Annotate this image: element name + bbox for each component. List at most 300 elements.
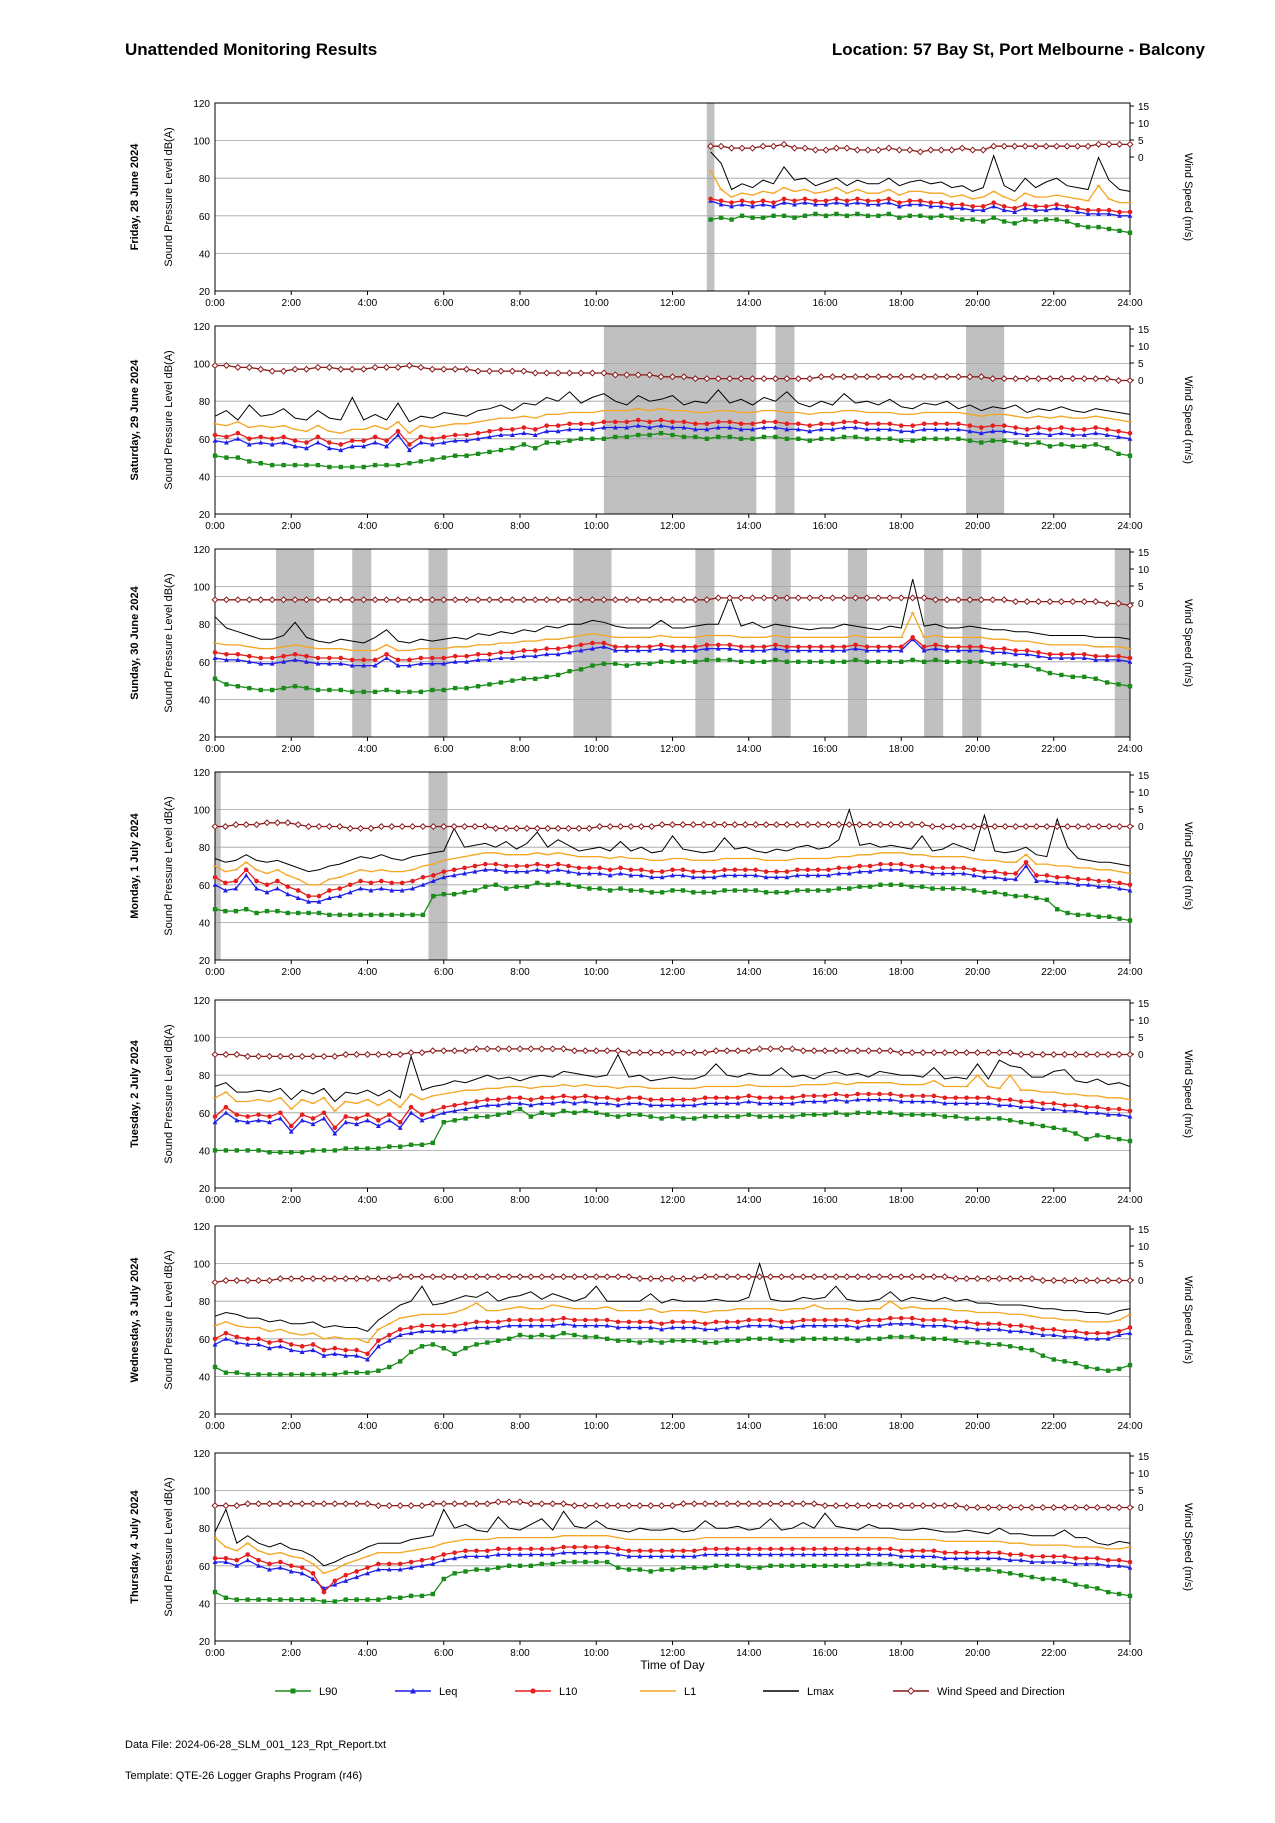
data-point <box>327 824 333 830</box>
data-point <box>899 1548 904 1553</box>
data-point <box>899 1112 903 1116</box>
data-point <box>785 890 789 894</box>
data-point <box>866 1337 870 1341</box>
y2-tick-label: 10 <box>1138 1016 1150 1027</box>
data-point <box>878 862 883 867</box>
data-point <box>739 437 743 441</box>
data-point <box>1117 881 1122 886</box>
data-point <box>245 1337 250 1342</box>
data-point <box>796 644 801 649</box>
data-point <box>475 368 481 374</box>
data-point <box>306 824 312 830</box>
data-point <box>736 1564 740 1568</box>
x-tick-label: 22:00 <box>1041 744 1067 755</box>
data-point <box>525 884 529 888</box>
data-point <box>311 1116 316 1121</box>
data-point <box>247 597 253 603</box>
data-point <box>1095 1278 1101 1284</box>
data-point <box>898 1274 904 1280</box>
data-point <box>844 1048 850 1054</box>
data-point <box>941 886 945 890</box>
data-point <box>735 1501 741 1507</box>
data-point <box>909 1050 915 1056</box>
data-point <box>1052 1577 1056 1581</box>
data-point <box>670 1097 675 1102</box>
data-point <box>339 465 343 469</box>
data-point <box>888 660 892 664</box>
data-point <box>365 1052 371 1058</box>
data-point <box>539 1095 544 1100</box>
data-point <box>234 1335 239 1340</box>
data-point <box>956 644 961 649</box>
data-point <box>972 867 977 872</box>
data-point <box>1041 1327 1046 1332</box>
data-point <box>1023 824 1029 830</box>
data-point <box>316 463 320 467</box>
data-point <box>823 1112 827 1116</box>
data-point <box>503 826 509 832</box>
y2-tick-label: 10 <box>1138 119 1150 130</box>
data-point <box>979 644 984 649</box>
data-point <box>556 881 560 885</box>
data-point <box>1117 1592 1121 1596</box>
x-tick-label: 20:00 <box>964 1421 991 1432</box>
data-point <box>518 1333 522 1337</box>
data-point <box>844 1547 849 1552</box>
data-point <box>587 866 592 871</box>
data-point <box>834 212 838 216</box>
shaded-interval <box>276 549 314 737</box>
data-point <box>1051 1101 1056 1106</box>
x-tick-label: 10:00 <box>583 298 609 309</box>
data-point <box>792 145 798 151</box>
data-point <box>397 1052 403 1058</box>
data-point <box>877 1547 882 1552</box>
data-point <box>1065 875 1070 880</box>
data-point <box>373 435 378 440</box>
data-point <box>234 1112 239 1117</box>
data-point <box>265 909 269 913</box>
data-point <box>522 442 526 446</box>
data-point <box>496 1565 500 1569</box>
y-tick-label: 20 <box>198 1410 210 1421</box>
data-point <box>555 826 561 832</box>
data-point <box>452 1323 457 1328</box>
series-wind <box>212 1046 1133 1059</box>
data-point <box>431 1556 436 1561</box>
data-point <box>932 1548 937 1553</box>
data-point <box>410 913 414 917</box>
data-point <box>365 1352 370 1357</box>
data-point <box>844 1094 849 1099</box>
data-point <box>1059 376 1065 382</box>
data-point <box>1097 879 1102 884</box>
data-point <box>844 145 850 151</box>
data-point <box>419 656 424 661</box>
data-point <box>743 867 748 872</box>
data-point <box>1019 1573 1023 1577</box>
data-point <box>539 1274 545 1280</box>
data-point <box>507 1564 511 1568</box>
data-point <box>713 1048 719 1054</box>
data-point <box>868 864 873 869</box>
data-point <box>801 1094 806 1099</box>
data-point <box>376 1146 380 1150</box>
data-point <box>594 1335 598 1339</box>
y-tick-label: 120 <box>193 996 210 1007</box>
data-point <box>637 1503 643 1509</box>
legend-item-l1 <box>640 1686 696 1698</box>
data-point <box>1048 671 1052 675</box>
data-point <box>495 1499 501 1505</box>
data-point <box>213 454 217 458</box>
data-point <box>670 1548 675 1553</box>
data-point <box>616 1114 620 1118</box>
data-point <box>768 1318 773 1323</box>
data-point <box>1084 1278 1090 1284</box>
data-point <box>992 824 998 830</box>
data-point <box>714 1547 719 1552</box>
data-point <box>855 212 859 216</box>
data-point <box>338 913 342 917</box>
data-point <box>910 595 916 601</box>
data-point <box>1048 427 1053 432</box>
data-point <box>941 866 946 871</box>
data-point <box>409 1325 414 1330</box>
data-point <box>321 1276 327 1282</box>
data-point <box>733 888 737 892</box>
data-point <box>1073 1505 1079 1511</box>
data-point <box>431 1109 436 1114</box>
data-point <box>785 869 790 874</box>
data-point <box>1025 648 1030 653</box>
data-point <box>1070 376 1076 382</box>
data-point <box>245 1114 250 1119</box>
data-point <box>254 911 258 915</box>
data-point <box>572 1560 576 1564</box>
data-point <box>681 1097 686 1102</box>
data-point <box>1128 918 1132 922</box>
y-tick-label: 20 <box>198 956 210 967</box>
data-point <box>746 1274 752 1280</box>
y-axis-label: Sound Pressure Level dB(A) <box>163 1477 175 1617</box>
data-point <box>746 1501 752 1507</box>
data-point <box>1023 202 1028 207</box>
data-point <box>703 1114 707 1118</box>
data-point <box>785 660 789 664</box>
data-point <box>784 822 790 828</box>
data-point <box>613 597 619 603</box>
data-point <box>1127 1278 1133 1284</box>
data-point <box>853 658 857 662</box>
data-point <box>736 1338 740 1342</box>
data-point <box>441 656 446 661</box>
data-point <box>384 438 389 443</box>
data-point <box>577 866 582 871</box>
data-point <box>254 879 259 884</box>
data-point <box>539 1501 545 1507</box>
data-point <box>816 867 821 872</box>
data-point <box>483 824 489 830</box>
data-point <box>1007 1276 1013 1282</box>
data-point <box>365 1370 369 1374</box>
data-point <box>899 1564 903 1568</box>
data-point <box>691 1276 697 1282</box>
data-point <box>441 1105 446 1110</box>
data-point <box>703 1095 708 1100</box>
shaded-interval <box>848 549 867 737</box>
data-point <box>400 881 405 886</box>
data-point <box>590 370 596 376</box>
data-point <box>453 433 458 438</box>
plot-frame <box>215 1453 1130 1641</box>
data-point <box>327 440 332 445</box>
data-point <box>813 212 817 216</box>
data-point <box>1128 1363 1132 1367</box>
data-point <box>867 822 873 828</box>
data-point <box>431 1342 435 1346</box>
data-point <box>1116 1505 1122 1511</box>
data-point <box>1002 423 1007 428</box>
data-point <box>389 881 394 886</box>
data-point <box>583 1094 588 1099</box>
data-point <box>834 1547 839 1552</box>
data-point <box>629 888 633 892</box>
data-point <box>747 1337 751 1341</box>
data-point <box>333 1126 338 1131</box>
data-point <box>1041 1124 1045 1128</box>
data-point <box>233 879 238 884</box>
data-point <box>782 214 786 218</box>
data-point <box>877 1337 881 1341</box>
y-tick-label: 100 <box>193 805 210 817</box>
data-point <box>972 888 976 892</box>
data-point <box>275 909 279 913</box>
data-point <box>705 658 709 662</box>
data-point <box>992 215 996 219</box>
data-point <box>387 1112 392 1117</box>
data-point <box>365 1597 369 1601</box>
data-point <box>532 597 538 603</box>
data-point <box>796 595 802 601</box>
data-point <box>487 368 493 374</box>
data-point <box>333 1579 338 1584</box>
y-tick-label: 80 <box>198 1297 210 1309</box>
data-point <box>594 1560 598 1564</box>
data-point <box>735 1048 741 1054</box>
data-point <box>833 1503 839 1509</box>
y-tick-label: 40 <box>198 472 210 484</box>
data-point <box>1030 1099 1035 1104</box>
data-point <box>979 425 984 430</box>
data-point <box>293 438 298 443</box>
data-point <box>956 374 962 380</box>
x-tick-label: 12:00 <box>659 744 686 755</box>
data-point <box>1012 221 1016 225</box>
data-point <box>452 1118 456 1122</box>
data-point <box>1041 1554 1046 1559</box>
data-point <box>921 1337 925 1341</box>
data-point <box>300 1597 304 1601</box>
data-point <box>636 418 641 423</box>
data-point <box>943 1095 948 1100</box>
data-point <box>1065 824 1071 830</box>
data-point <box>387 1144 391 1148</box>
series-l90 <box>213 1331 1132 1377</box>
data-point <box>768 1501 774 1507</box>
data-point <box>311 1342 316 1347</box>
data-point <box>1019 1552 1024 1557</box>
data-point <box>975 1550 980 1555</box>
data-point <box>855 1320 860 1325</box>
data-point <box>753 867 758 872</box>
x-tick-label: 10:00 <box>583 744 609 755</box>
data-point <box>943 1318 948 1323</box>
y-tick-label: 20 <box>198 1184 210 1195</box>
data-point <box>533 427 538 432</box>
data-point <box>396 658 401 663</box>
data-point <box>868 884 872 888</box>
data-point <box>583 1048 589 1054</box>
data-point <box>956 597 962 603</box>
x-tick-label: 24:00 <box>1117 298 1143 309</box>
data-point <box>572 1048 578 1054</box>
data-point <box>407 461 411 465</box>
data-point <box>1116 429 1121 434</box>
x-tick-label: 12:00 <box>659 521 686 532</box>
x-tick-label: 22:00 <box>1041 967 1067 978</box>
data-point <box>343 1276 349 1282</box>
data-point <box>996 1505 1002 1511</box>
data-point <box>636 661 640 665</box>
data-point <box>483 884 487 888</box>
data-point <box>855 1564 859 1568</box>
data-point <box>811 1048 817 1054</box>
data-point <box>1073 1278 1079 1284</box>
data-point <box>837 866 842 871</box>
data-point <box>781 142 787 148</box>
data-point <box>715 595 721 601</box>
data-point <box>244 867 249 872</box>
data-point <box>845 198 850 203</box>
data-point <box>452 867 457 872</box>
data-point <box>485 1274 491 1280</box>
series-l90 <box>213 1560 1132 1604</box>
data-point <box>506 1046 512 1052</box>
data-point <box>1059 442 1063 446</box>
legend-label: L1 <box>684 1686 697 1698</box>
data-point <box>317 911 321 915</box>
data-point <box>931 1503 937 1509</box>
data-point <box>275 879 280 884</box>
data-point <box>932 1318 937 1323</box>
data-point <box>605 1337 609 1341</box>
data-point <box>495 1046 501 1052</box>
data-point <box>779 1564 783 1568</box>
data-point <box>1117 1558 1122 1563</box>
data-point <box>953 1550 958 1555</box>
shaded-interval <box>924 549 943 737</box>
data-point <box>1062 1278 1068 1284</box>
data-point <box>441 1274 447 1280</box>
data-point <box>1012 143 1018 149</box>
data-point <box>722 888 726 892</box>
data-point <box>938 147 944 153</box>
location-title: Location: 57 Bay St, Port Melbourne - Balcony <box>831 40 1205 59</box>
data-point <box>398 1359 402 1363</box>
data-point <box>300 1372 304 1376</box>
data-point <box>724 1501 730 1507</box>
data-point <box>387 1333 392 1338</box>
data-point <box>1008 1552 1013 1557</box>
data-point <box>932 1112 936 1116</box>
data-point <box>638 1095 643 1100</box>
data-point <box>997 1321 1002 1326</box>
data-point <box>1008 1097 1013 1102</box>
x-tick-label: 24:00 <box>1117 521 1143 532</box>
data-point <box>245 1597 249 1601</box>
data-point <box>361 438 366 443</box>
data-point <box>964 1050 970 1056</box>
data-point <box>1117 916 1121 920</box>
data-point <box>908 198 913 203</box>
data-point <box>463 1101 468 1106</box>
x-tick-label: 16:00 <box>812 744 838 755</box>
data-point <box>899 1094 904 1099</box>
x-tick-label: 0:00 <box>205 521 225 532</box>
data-point <box>561 1331 565 1335</box>
data-point <box>235 365 241 371</box>
data-point <box>801 1337 805 1341</box>
shaded-interval <box>429 549 448 737</box>
data-point <box>507 1111 511 1115</box>
data-point <box>1085 143 1091 149</box>
data-point <box>1107 879 1112 884</box>
data-point <box>626 1274 632 1280</box>
data-point <box>877 1562 881 1566</box>
data-point <box>464 366 470 372</box>
data-point <box>743 888 747 892</box>
data-point <box>909 1274 915 1280</box>
x-tick-label: 10:00 <box>583 521 609 532</box>
x-tick-label: 18:00 <box>888 1648 914 1659</box>
data-point <box>389 824 395 830</box>
x-tick-label: 4:00 <box>357 1648 378 1659</box>
data-point <box>289 1564 294 1569</box>
data-point <box>1082 444 1086 448</box>
data-point <box>659 660 663 664</box>
data-point <box>1024 860 1029 865</box>
data-point <box>410 824 416 830</box>
data-point <box>442 1120 446 1124</box>
x-tick-label: 18:00 <box>888 744 914 755</box>
y-tick-label: 20 <box>198 510 210 521</box>
data-point <box>1082 675 1086 679</box>
data-point <box>919 822 925 828</box>
data-point <box>845 1337 849 1341</box>
y-axis-label: Sound Pressure Level dB(A) <box>163 127 175 267</box>
data-point <box>808 660 812 664</box>
data-point <box>281 686 285 690</box>
data-point <box>256 1148 260 1152</box>
data-point <box>1117 1137 1121 1141</box>
data-point <box>773 420 778 425</box>
data-point <box>1106 1135 1110 1139</box>
data-point <box>517 1046 523 1052</box>
data-point <box>594 1545 599 1550</box>
data-point <box>844 1318 849 1323</box>
data-point <box>1086 824 1092 830</box>
